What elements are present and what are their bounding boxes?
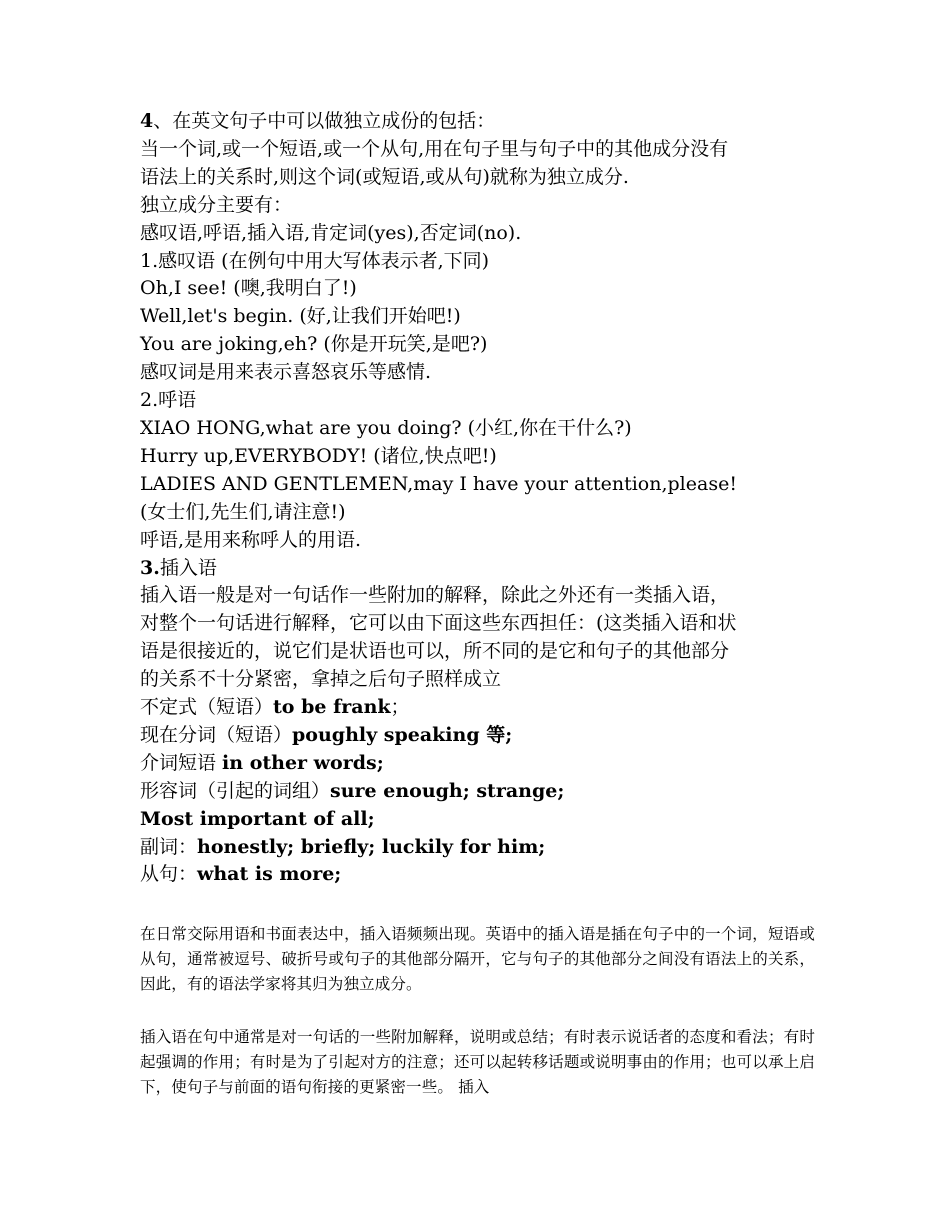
- list-item: [140, 834, 830, 862]
- list-item: [140, 778, 830, 806]
- description-line: 的关系不十分紧密，拿掉之后句子照样成立: [140, 668, 502, 691]
- section-1-title: 1.感叹语 (在例句中用大写体表示者,下同): [140, 249, 490, 272]
- example-line: Oh,I see! (噢,我明白了!): [140, 277, 357, 300]
- item-example: what is more;: [197, 863, 342, 886]
- paragraph-text: 插入语在句中通常是对一句话的一些附加解释，说明或总结；有时表示说话者的态度和看法；有时起强调的作用；有时是为了引起对方的注意；还可以起转移话题或说明事由的作用；也可以承上启下，使句子与前面的语句衔接的更紧密一些。 插入: [140, 1028, 815, 1096]
- heading-number: 4: [140, 110, 154, 132]
- list-item: [140, 861, 830, 889]
- section-3-title: [140, 555, 830, 583]
- section-2-title: 2.呼语: [140, 389, 197, 412]
- section-heading: [140, 108, 830, 136]
- main-types-list: 感叹语,呼语,插入语,肯定词(yes),否定词(no).: [140, 221, 522, 244]
- paragraph-text: 在日常交际用语和书面表达中，插入语频频出现。英语中的插入语是插在句子中的一个词，短语或从句，通常被逗号、破折号或句子的其他部分隔开，它与句子的其他部分之间没有语法上的关系，因此，有的语法学家将其归为独立成分。: [140, 925, 815, 993]
- section-2-note: 呼语,是用来称呼人的用语.: [140, 528, 362, 551]
- item-label: 不定式（短语）: [140, 696, 274, 719]
- example-line: Hurry up,EVERYBODY! (诸位,快点吧!): [140, 444, 497, 467]
- paragraph-function: [140, 1025, 815, 1100]
- list-item: [140, 806, 830, 834]
- list-item: [140, 694, 830, 722]
- heading-text: 、在英文句子中可以做独立成份的包括：: [153, 110, 496, 132]
- item-example: in other words;: [222, 751, 384, 774]
- list-item: [140, 750, 830, 778]
- definition-line: 语法上的关系时,则这个词(或短语,或从句)就称为独立成分.: [140, 165, 629, 188]
- item-example: Most important of all;: [140, 807, 375, 830]
- item-suffix: ；: [390, 696, 410, 719]
- description-line: 插入语一般是对一句话作一些附加的解释，除此之外还有一类插入语，: [140, 584, 730, 607]
- item-suffix: 等;: [479, 723, 513, 746]
- section-1-note: 感叹词是用来表示喜怒哀乐等感情.: [140, 361, 432, 384]
- item-label: 从句：: [140, 863, 198, 886]
- item-example: honestly; briefly; luckily for him;: [197, 835, 546, 858]
- main-content: [140, 108, 830, 889]
- example-line: You are joking,eh? (你是开玩笑,是吧?): [140, 333, 488, 356]
- item-label: 副词：: [140, 835, 198, 858]
- item-example: to be frank: [273, 696, 391, 719]
- item-label: 介词短语: [140, 751, 223, 774]
- definition-line: 当一个词,或一个短语,或一个从句,用在句子里与句子中的其他成分没有: [140, 137, 729, 160]
- list-item: [140, 722, 830, 750]
- main-types-label: 独立成分主要有：: [140, 193, 293, 216]
- example-line: (女士们,先生们,请注意!): [140, 500, 346, 523]
- paragraph-usage: [140, 922, 815, 997]
- item-example: poughly speaking: [292, 723, 480, 746]
- example-line: XIAO HONG,what are you doing? (小红,你在干什么?): [140, 416, 632, 439]
- description-line: 语是很接近的，说它们是状语也可以，所不同的是它和句子的其他部分: [140, 640, 730, 663]
- example-line: Well,let's begin. (好,让我们开始吧!): [140, 305, 461, 328]
- item-label: 现在分词（短语）: [140, 723, 293, 746]
- item-example: sure enough; strange;: [330, 779, 565, 802]
- item-label: 形容词（引起的词组）: [140, 779, 331, 802]
- description-line: 对整个一句话进行解释，它可以由下面这些东西担任：(这类插入语和状: [140, 612, 737, 635]
- section-3-title-text: 插入语: [159, 556, 217, 579]
- section-3-number: 3.: [140, 556, 160, 579]
- example-line: LADIES AND GENTLEMEN,may I have your attention,please!: [140, 472, 737, 495]
